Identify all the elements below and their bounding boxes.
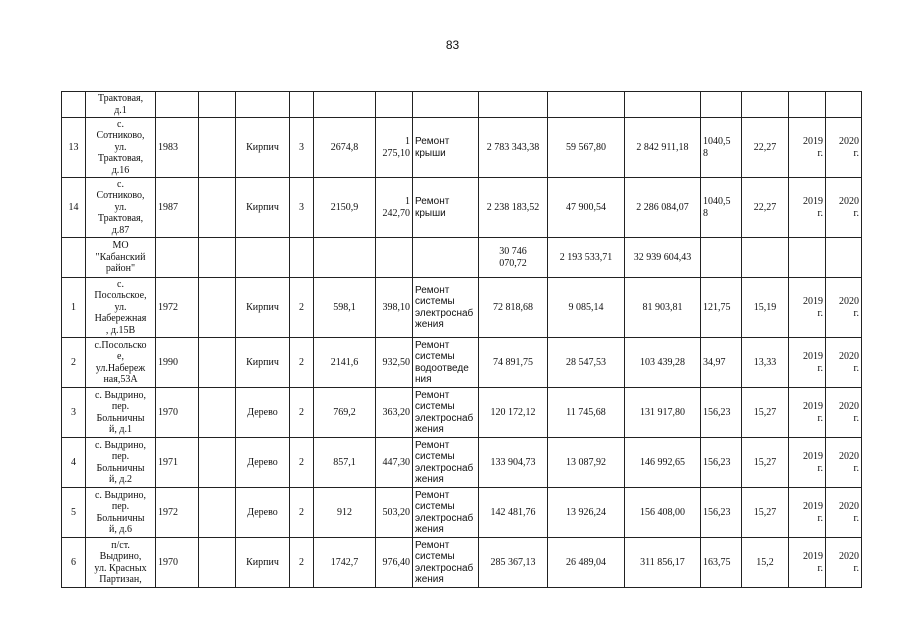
unit-cost-cell: 163,75: [701, 538, 742, 588]
start-year-cell: 2019 г.: [789, 118, 826, 178]
empty-cell: [199, 338, 236, 388]
floors-cell: 2: [290, 278, 314, 338]
end-year-cell: [826, 238, 862, 278]
end-year-cell: 2020 г.: [826, 438, 862, 488]
empty-cell: [199, 438, 236, 488]
unit-cost-cell: 1040,5 8: [701, 178, 742, 238]
total-cost-cell: 120 172,12: [479, 388, 548, 438]
wall-material-cell: Кирпич: [236, 338, 290, 388]
total-cost-cell: 72 818,68: [479, 278, 548, 338]
work-type-cell: Ремонт системы электроснаб жения: [413, 488, 479, 538]
owner-funds-cell: 59 567,80: [548, 118, 625, 178]
page-number: 83: [445, 38, 460, 52]
repair-program-table: [61, 91, 862, 588]
address-cell: с. Выдрино, пер. Больничны й, д.2: [86, 438, 156, 488]
owner-funds-cell: 47 900,54: [548, 178, 625, 238]
total-area-cell: 857,1: [314, 438, 376, 488]
address-cell: с. Сотниково, ул. Трактовая, д.87: [86, 178, 156, 238]
table-row: [62, 438, 862, 488]
empty-cell: [199, 238, 236, 278]
empty-cell: [199, 488, 236, 538]
total-cost-cell: [479, 92, 548, 118]
sum-cost-cell: 2 842 911,18: [625, 118, 701, 178]
start-year-cell: 2019 г.: [789, 278, 826, 338]
row-number: 13: [62, 118, 86, 178]
empty-cell: [199, 92, 236, 118]
empty-cell: [199, 278, 236, 338]
living-area-cell: 447,30: [376, 438, 413, 488]
total-cost-cell: 2 238 183,52: [479, 178, 548, 238]
wall-material-cell: Кирпич: [236, 278, 290, 338]
table-row: [62, 238, 862, 278]
row-number: 2: [62, 338, 86, 388]
address-cell: с. Выдрино, пер. Больничны й, д.6: [86, 488, 156, 538]
owner-funds-cell: 28 547,53: [548, 338, 625, 388]
floors-cell: 2: [290, 438, 314, 488]
end-year-cell: 2020 г.: [826, 338, 862, 388]
total-area-cell: 1742,7: [314, 538, 376, 588]
rate-cell: 15,27: [742, 388, 789, 438]
owner-funds-cell: 9 085,14: [548, 278, 625, 338]
start-year-cell: 2019 г.: [789, 388, 826, 438]
owner-funds-cell: 11 745,68: [548, 388, 625, 438]
unit-cost-cell: 121,75: [701, 278, 742, 338]
unit-cost-cell: 156,23: [701, 488, 742, 538]
table-row: [62, 118, 862, 178]
table-row: [62, 278, 862, 338]
owner-funds-cell: 26 489,04: [548, 538, 625, 588]
end-year-cell: 2020 г.: [826, 278, 862, 338]
start-year-cell: 2019 г.: [789, 338, 826, 388]
living-area-cell: [376, 238, 413, 278]
row-number: 5: [62, 488, 86, 538]
total-cost-cell: 142 481,76: [479, 488, 548, 538]
start-year-cell: 2019 г.: [789, 488, 826, 538]
living-area-cell: 932,50: [376, 338, 413, 388]
year-built-cell: 1983: [156, 118, 199, 178]
total-cost-cell: 285 367,13: [479, 538, 548, 588]
year-built-cell: 1987: [156, 178, 199, 238]
work-type-cell: Ремонт системы электроснаб жения: [413, 278, 479, 338]
wall-material-cell: [236, 92, 290, 118]
address-cell: Трактовая, д.1: [86, 92, 156, 118]
end-year-cell: 2020 г.: [826, 178, 862, 238]
end-year-cell: [826, 92, 862, 118]
address-cell: МО "Кабанский район": [86, 238, 156, 278]
owner-funds-cell: [548, 92, 625, 118]
empty-cell: [199, 178, 236, 238]
table-row: [62, 388, 862, 438]
end-year-cell: 2020 г.: [826, 118, 862, 178]
sum-cost-cell: 81 903,81: [625, 278, 701, 338]
table-row: [62, 178, 862, 238]
floors-cell: [290, 92, 314, 118]
wall-material-cell: Дерево: [236, 438, 290, 488]
start-year-cell: 2019 г.: [789, 438, 826, 488]
sum-cost-cell: 311 856,17: [625, 538, 701, 588]
year-built-cell: [156, 238, 199, 278]
sum-cost-cell: [625, 92, 701, 118]
row-number: 3: [62, 388, 86, 438]
unit-cost-cell: 156,23: [701, 438, 742, 488]
address-cell: с. Выдрино, пер. Больничны й, д.1: [86, 388, 156, 438]
floors-cell: 3: [290, 118, 314, 178]
address-cell: с. Посольское, ул. Набережная , д.15В: [86, 278, 156, 338]
table-row: [62, 92, 862, 118]
end-year-cell: 2020 г.: [826, 538, 862, 588]
wall-material-cell: Дерево: [236, 488, 290, 538]
work-type-cell: Ремонт системы водоотведе ния: [413, 338, 479, 388]
empty-cell: [199, 388, 236, 438]
work-type-cell: Ремонт крыши: [413, 118, 479, 178]
floors-cell: 3: [290, 178, 314, 238]
sum-cost-cell: 32 939 604,43: [625, 238, 701, 278]
floors-cell: 2: [290, 388, 314, 438]
unit-cost-cell: [701, 238, 742, 278]
total-area-cell: 598,1: [314, 278, 376, 338]
total-area-cell: 2141,6: [314, 338, 376, 388]
empty-cell: [199, 118, 236, 178]
address-cell: с.Посольско е, ул.Набереж ная,53А: [86, 338, 156, 388]
rate-cell: [742, 92, 789, 118]
floors-cell: 2: [290, 338, 314, 388]
living-area-cell: 1 275,10: [376, 118, 413, 178]
start-year-cell: 2019 г.: [789, 178, 826, 238]
wall-material-cell: Кирпич: [236, 118, 290, 178]
row-number: 1: [62, 278, 86, 338]
row-number: 6: [62, 538, 86, 588]
floors-cell: [290, 238, 314, 278]
owner-funds-cell: 2 193 533,71: [548, 238, 625, 278]
unit-cost-cell: [701, 92, 742, 118]
living-area-cell: 398,10: [376, 278, 413, 338]
rate-cell: [742, 238, 789, 278]
empty-cell: [199, 538, 236, 588]
year-built-cell: [156, 92, 199, 118]
sum-cost-cell: 131 917,80: [625, 388, 701, 438]
year-built-cell: 1972: [156, 488, 199, 538]
row-number: 14: [62, 178, 86, 238]
rate-cell: 22,27: [742, 178, 789, 238]
owner-funds-cell: 13 087,92: [548, 438, 625, 488]
work-type-cell: Ремонт системы электроснаб жения: [413, 388, 479, 438]
work-type-cell: Ремонт системы электроснаб жения: [413, 538, 479, 588]
total-cost-cell: 2 783 343,38: [479, 118, 548, 178]
wall-material-cell: Кирпич: [236, 178, 290, 238]
sum-cost-cell: 103 439,28: [625, 338, 701, 388]
rate-cell: 15,27: [742, 438, 789, 488]
total-area-cell: 2674,8: [314, 118, 376, 178]
year-built-cell: 1970: [156, 388, 199, 438]
wall-material-cell: [236, 238, 290, 278]
total-area-cell: 769,2: [314, 388, 376, 438]
living-area-cell: [376, 92, 413, 118]
rate-cell: 15,2: [742, 538, 789, 588]
living-area-cell: 976,40: [376, 538, 413, 588]
total-area-cell: 2150,9: [314, 178, 376, 238]
unit-cost-cell: 156,23: [701, 388, 742, 438]
start-year-cell: [789, 92, 826, 118]
year-built-cell: 1990: [156, 338, 199, 388]
work-type-cell: [413, 92, 479, 118]
end-year-cell: 2020 г.: [826, 488, 862, 538]
rate-cell: 15,19: [742, 278, 789, 338]
end-year-cell: 2020 г.: [826, 388, 862, 438]
rate-cell: 22,27: [742, 118, 789, 178]
total-area-cell: [314, 238, 376, 278]
sum-cost-cell: 146 992,65: [625, 438, 701, 488]
year-built-cell: 1972: [156, 278, 199, 338]
table-row: [62, 538, 862, 588]
year-built-cell: 1971: [156, 438, 199, 488]
work-type-cell: Ремонт системы электроснаб жения: [413, 438, 479, 488]
unit-cost-cell: 34,97: [701, 338, 742, 388]
wall-material-cell: Дерево: [236, 388, 290, 438]
living-area-cell: 503,20: [376, 488, 413, 538]
table-row: [62, 338, 862, 388]
floors-cell: 2: [290, 538, 314, 588]
table-row: [62, 488, 862, 538]
row-number: 4: [62, 438, 86, 488]
total-cost-cell: 133 904,73: [479, 438, 548, 488]
total-area-cell: 912: [314, 488, 376, 538]
row-number: [62, 92, 86, 118]
wall-material-cell: Кирпич: [236, 538, 290, 588]
living-area-cell: 363,20: [376, 388, 413, 438]
rate-cell: 13,33: [742, 338, 789, 388]
year-built-cell: 1970: [156, 538, 199, 588]
work-type-cell: Ремонт крыши: [413, 178, 479, 238]
start-year-cell: [789, 238, 826, 278]
floors-cell: 2: [290, 488, 314, 538]
unit-cost-cell: 1040,5 8: [701, 118, 742, 178]
row-number: [62, 238, 86, 278]
address-cell: с. Сотниково, ул. Трактовая, д.16: [86, 118, 156, 178]
total-cost-cell: 30 746 070,72: [479, 238, 548, 278]
rate-cell: 15,27: [742, 488, 789, 538]
sum-cost-cell: 156 408,00: [625, 488, 701, 538]
work-type-cell: [413, 238, 479, 278]
total-cost-cell: 74 891,75: [479, 338, 548, 388]
sum-cost-cell: 2 286 084,07: [625, 178, 701, 238]
address-cell: п/ст. Выдрино, ул. Красных Партизан,: [86, 538, 156, 588]
start-year-cell: 2019 г.: [789, 538, 826, 588]
living-area-cell: 1 242,70: [376, 178, 413, 238]
total-area-cell: [314, 92, 376, 118]
owner-funds-cell: 13 926,24: [548, 488, 625, 538]
